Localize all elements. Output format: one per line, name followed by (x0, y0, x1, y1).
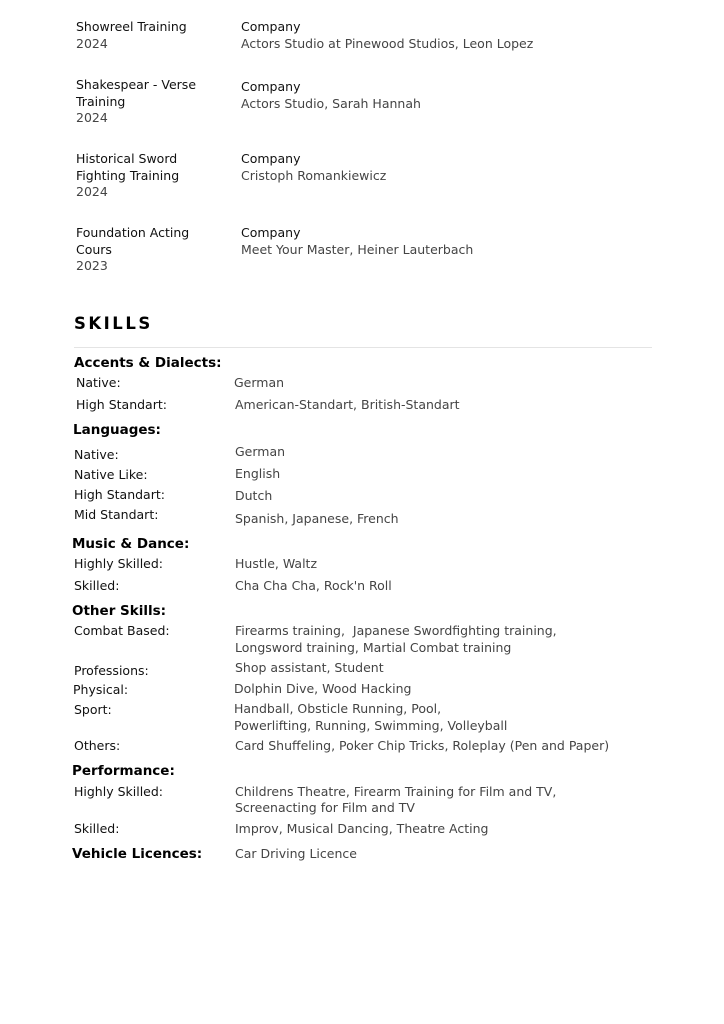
category-title: Music & Dance: (72, 536, 190, 552)
skill-label: Others: (74, 738, 121, 753)
training-year: 2023 (76, 258, 108, 273)
skill-value: American-Standart, British-Standart (235, 397, 460, 412)
training-title: Shakespear - Verse (76, 77, 197, 92)
section-divider (74, 347, 652, 348)
skill-label: Highly Skilled: (74, 784, 164, 799)
category-title: Languages: (73, 422, 161, 438)
skill-value: Firearms training, Japanese Swordfighting training, (235, 623, 557, 638)
skill-value: Childrens Theatre, Firearm Training for Film and TV, (235, 784, 557, 799)
training-year: 2024 (76, 110, 108, 125)
skill-value: Dolphin Dive, Wood Hacking (234, 681, 412, 696)
category-title: Vehicle Licences: (72, 846, 203, 862)
training-title: Training (76, 94, 126, 109)
category-title: Accents & Dialects: (74, 355, 222, 371)
skill-value: Shop assistant, Student (235, 660, 384, 675)
skill-value: Handball, Obsticle Running, Pool, (234, 701, 442, 716)
skill-label: Mid Standart: (74, 507, 159, 522)
skill-value: German (235, 444, 286, 459)
skill-label: High Standart: (76, 397, 167, 412)
company-label: Company (241, 151, 301, 166)
skill-value: Spanish, Japanese, French (235, 511, 399, 526)
skill-value: Dutch (235, 488, 273, 503)
company-name: Actors Studio, Sarah Hannah (241, 96, 421, 111)
company-label: Company (241, 79, 301, 94)
training-title: Historical Sword (76, 151, 178, 166)
skill-label: Physical: (73, 682, 129, 697)
category-title: Other Skills: (72, 603, 167, 619)
training-title: Cours (76, 242, 112, 257)
skill-label: Sport: (74, 702, 112, 717)
skill-label: Skilled: (74, 578, 120, 593)
training-title: Fighting Training (76, 168, 180, 183)
company-name: Meet Your Master, Heiner Lauterbach (241, 242, 474, 257)
skill-label: Native: (76, 375, 121, 390)
company-name: Actors Studio at Pinewood Studios, Leon Lopez (241, 36, 534, 51)
skill-value: Car Driving Licence (235, 846, 357, 861)
training-year: 2024 (76, 36, 108, 51)
skill-value: Cha Cha Cha, Rock'n Roll (235, 578, 392, 593)
skill-value: Hustle, Waltz (235, 556, 318, 571)
skill-value: German (234, 375, 285, 390)
training-title: Showreel Training (76, 19, 187, 34)
skills-heading: SKILLS (74, 314, 153, 333)
company-name: Cristoph Romankiewicz (241, 168, 387, 183)
skill-value: Longsword training, Martial Combat training (235, 640, 512, 655)
skill-value: English (235, 466, 281, 481)
skill-label: Skilled: (74, 821, 120, 836)
company-label: Company (241, 225, 301, 240)
skill-value: Powerlifting, Running, Swimming, Volleyball (234, 718, 508, 733)
skill-label: Highly Skilled: (74, 556, 164, 571)
skill-label: Native: (74, 447, 119, 462)
company-label: Company (241, 19, 301, 34)
skill-label: Professions: (74, 663, 149, 678)
training-title: Foundation Acting (76, 225, 190, 240)
skill-label: Combat Based: (74, 623, 170, 638)
skill-label: High Standart: (74, 487, 165, 502)
category-title: Performance: (72, 763, 175, 779)
training-year: 2024 (76, 184, 108, 199)
skill-label: Native Like: (74, 467, 148, 482)
skill-value: Screenacting for Film and TV (235, 800, 415, 815)
skill-value: Improv, Musical Dancing, Theatre Acting (235, 821, 489, 836)
skill-value: Card Shuffeling, Poker Chip Tricks, Roleplay (Pen and Paper) (235, 738, 610, 753)
